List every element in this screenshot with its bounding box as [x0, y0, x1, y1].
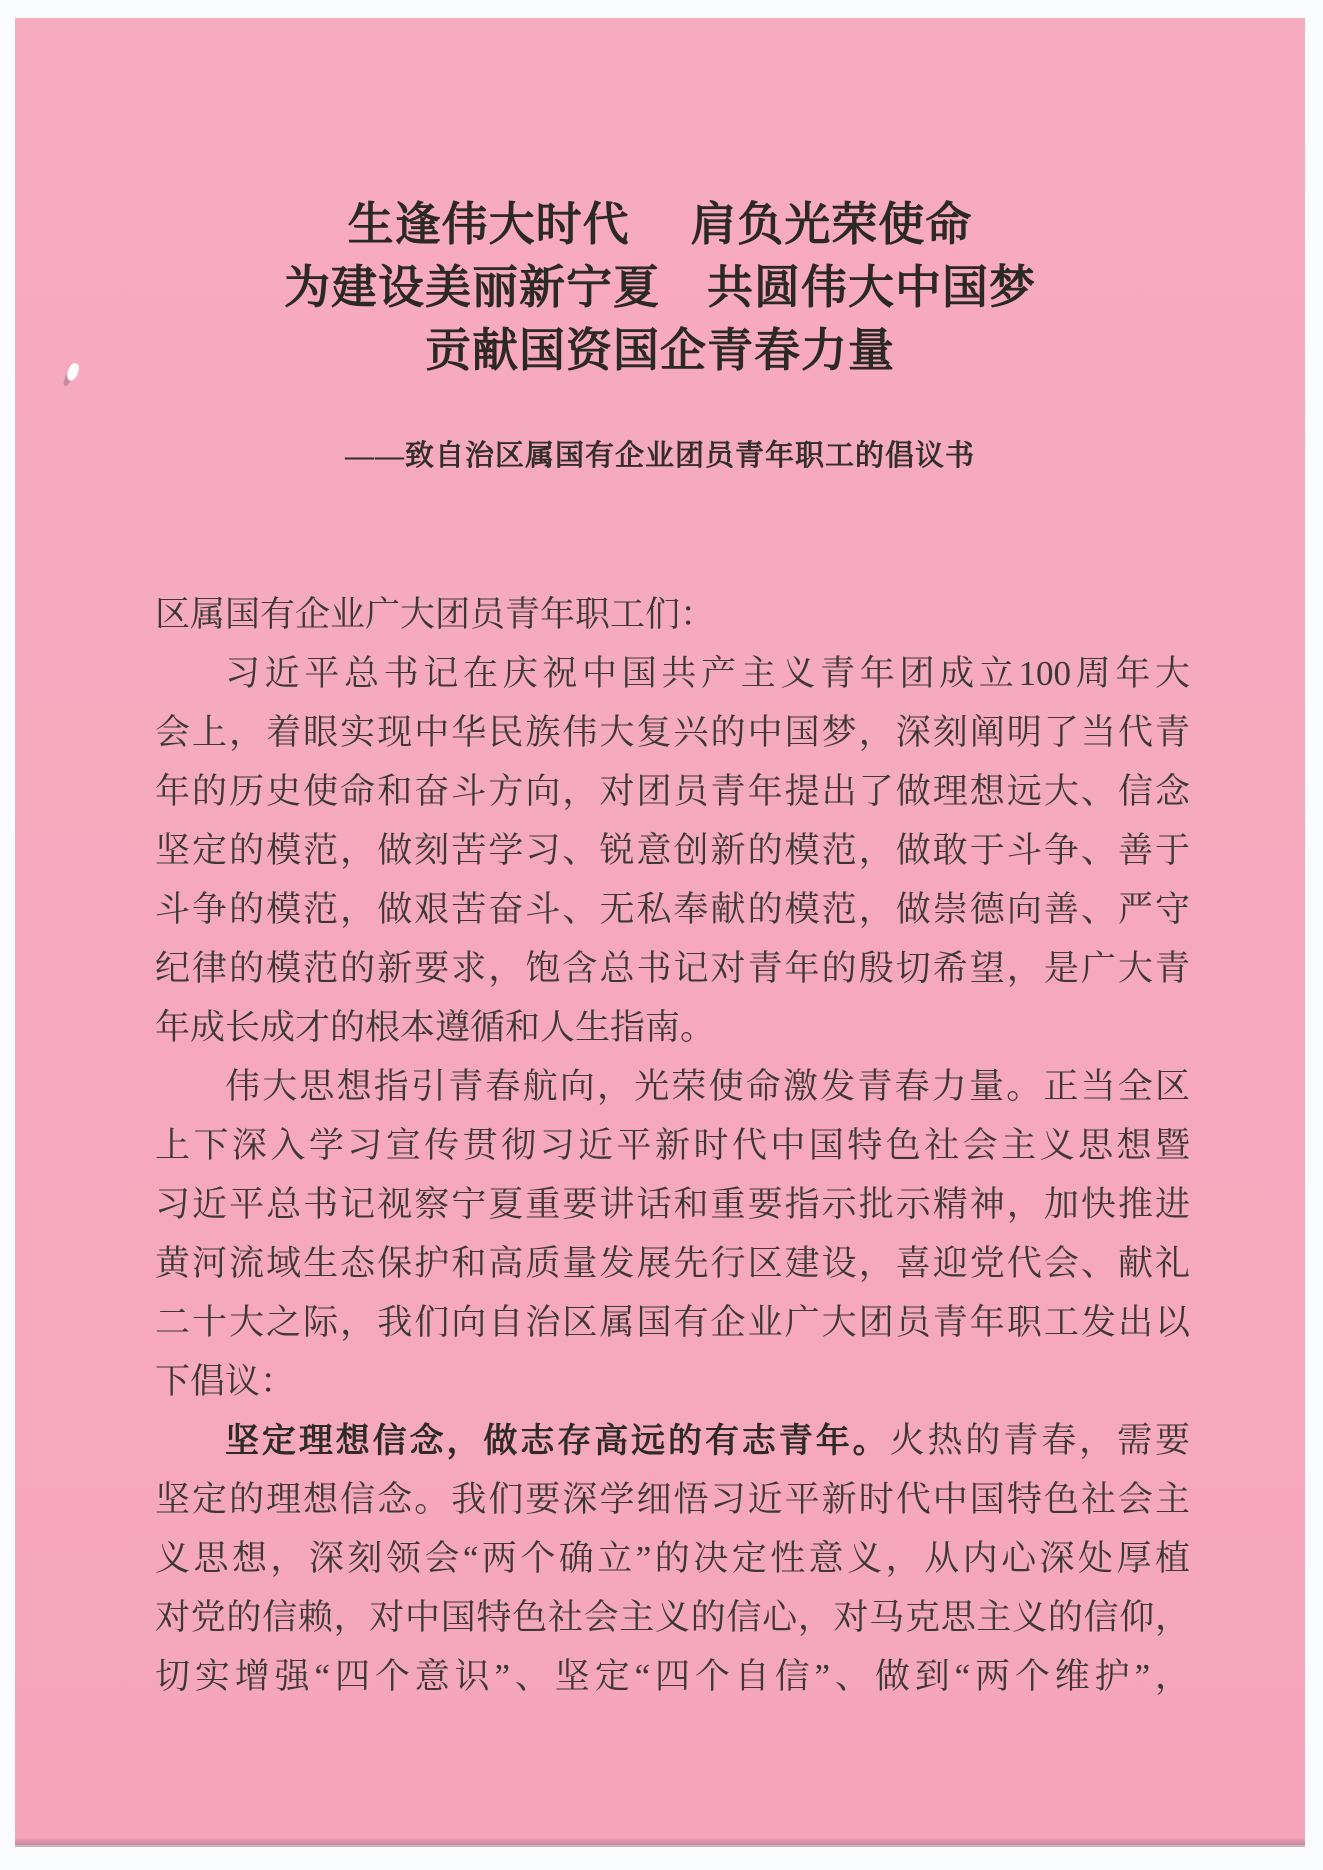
- document-subtitle: ——致自治区属国有企业团员青年职工的倡议书: [344, 440, 975, 472]
- body-line: 坚定的模范，做刻苦学习、锐意创新的模范，做敢于斗争、善于: [155, 831, 1190, 870]
- body-line: 切实增强“四个意识”、坚定“四个自信”、做到“两个维护”，: [155, 1657, 1190, 1696]
- body-line: 坚定理想信念，做志存高远的有志青年。火热的青春，需要: [225, 1421, 1190, 1460]
- body-line: 黄河流域生态保护和高质量发展先行区建设，喜迎党代会、献礼: [155, 1244, 1190, 1283]
- body-line: 上下深入学习宣传贯彻习近平新时代中国特色社会主义思想暨: [155, 1126, 1190, 1165]
- body-line: 习近平总书记在庆祝中国共产主义青年团成立100周年大: [225, 654, 1190, 693]
- body-line: 会上，着眼实现中华民族伟大复兴的中国梦，深刻阐明了当代青: [155, 713, 1190, 752]
- body-line: 坚定的理想信念。我们要深学细悟习近平新时代中国特色社会主: [155, 1480, 1190, 1519]
- body-text-lines: [155, 644, 1190, 1706]
- body-line: 年的历史使命和奋斗方向，对团员青年提出了做理想远大、信念: [155, 772, 1190, 811]
- body-line: 二十大之际，我们向自治区属国有企业广大团员青年职工发出以: [155, 1303, 1190, 1342]
- body-line: 年成长成才的根本遵循和人生指南。: [155, 1008, 716, 1047]
- title-line-2: 为建设美丽新宁夏 共圆伟大中国梦: [284, 261, 1036, 313]
- body-line: 纪律的模范的新要求，饱含总书记对青年的殷切希望，是广大青: [155, 949, 1190, 988]
- body-line: 义思想，深刻领会“两个确立”的决定性意义，从内心深处厚植: [155, 1539, 1190, 1578]
- document-title: [15, 193, 1305, 382]
- title-line-1: 生逢伟大时代 肩负光荣使命: [347, 198, 973, 250]
- title-line-3: 贡献国资国企青春力量: [425, 324, 895, 376]
- body-line: 习近平总书记视察宁夏重要讲话和重要指示批示精神，加快推进: [155, 1185, 1190, 1224]
- body-line: 伟大思想指引青春航向，光荣使命激发青春力量。正当全区: [225, 1067, 1190, 1106]
- salutation: 区属国有企业广大团员青年职工们：: [155, 595, 716, 634]
- body-line: 对党的信赖，对中国特色社会主义的信心，对马克思主义的信仰，: [155, 1598, 1190, 1637]
- body-line: 斗争的模范，做艰苦奋斗、无私奉献的模范，做崇德向善、严守: [155, 890, 1190, 929]
- bold-lead-phrase: 坚定理想信念，做志存高远的有志青年。: [225, 1422, 890, 1460]
- paper-sheet: [15, 18, 1305, 1845]
- body-text: [155, 585, 1190, 1706]
- body-line: 下倡议：: [155, 1362, 296, 1401]
